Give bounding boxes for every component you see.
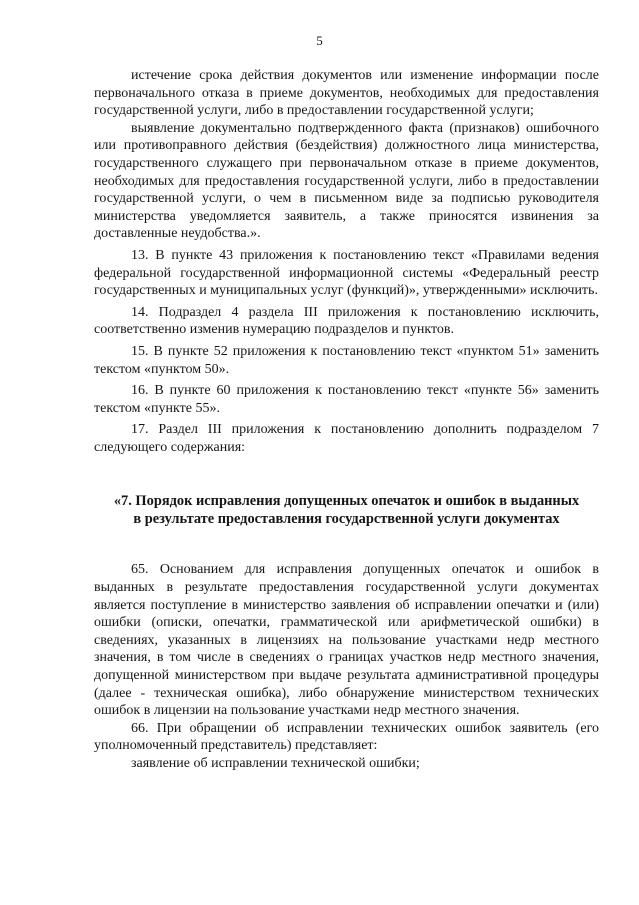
paragraph-item-15: 15. В пункте 52 приложения к постановлению текст «пунктом 51» заменить текстом «пунктом 50». [94,343,599,377]
paragraph-item-16: 16. В пункте 60 приложения к постановлению текст «пункте 56» заменить текстом «пункте 55». [94,383,599,416]
paragraph-error-detection: выявление документально подтвержденного факта (признаков) ошибочного или противоправного действия (бездействия) должностного лица министерства, государственного служащего при первоначальном отказе в приеме документов, необходимых для предоставления государственной услуги, либо в предоставлении государственной услуги, о чем в письменном виде за подписью руководителя министерства уведомляется заявитель, а также приносятся извинения за доставленные неудобства.». [94,120,599,242]
paragraph-item-17: 17. Раздел III приложения к постановлению дополнить подразделом 7 следующего содержания: [94,422,599,455]
paragraph-item-13: 13. В пункте 43 приложения к постановлению текст «Правилами ведения федеральной государственной информационной системы «Федеральный реестр государственных и муниципальных услуг (функций)», утвержденными» исключить. [94,247,599,299]
page-number: 5 [316,33,323,48]
paragraph-item-14: 14. Подраздел 4 раздела III приложения к постановлению исключить, соответственно изменив нумерацию подразделов и пунктов. [94,304,599,338]
section-heading [94,492,599,528]
document-body [94,67,599,773]
paragraph-item-65: 65. Основанием для исправления допущенных опечаток и ошибок в выданных в результате предоставления государственной услуги документах является поступление в министерство заявления об исправлении опечатки и (или) ошибки (описки, опечатки, грамматической или арифметической ошибки) в сведениях, указанных в лицензиях на пользование участками недр местного значения, в том числе в сведениях о границах участков недр местного значения, допущенной министерством при выдаче результата административной процедуры (далее - техническая ошибка), либо обнаружение министерством технических ошибок в лицензии на пользование участками недр местного значения. [94,562,599,719]
paragraph-application: заявление об исправлении технической ошибки; [131,756,420,771]
section-heading-line-1: «7. Порядок исправления допущенных опечаток и ошибок в выданных [113,493,580,510]
paragraph-expiry: истечение срока действия документов или изменение информации после первоначального отказа в приеме документов, необходимых для предоставления государственной услуги, либо в предоставлении государственной услуги; [94,68,599,119]
paragraph-item-66: 66. При обращении об исправлении технических ошибок заявитель (его уполномоченный представитель) представляет: [94,720,599,754]
section-heading-line-2: в результате предоставления государственной услуги документах [133,511,560,528]
